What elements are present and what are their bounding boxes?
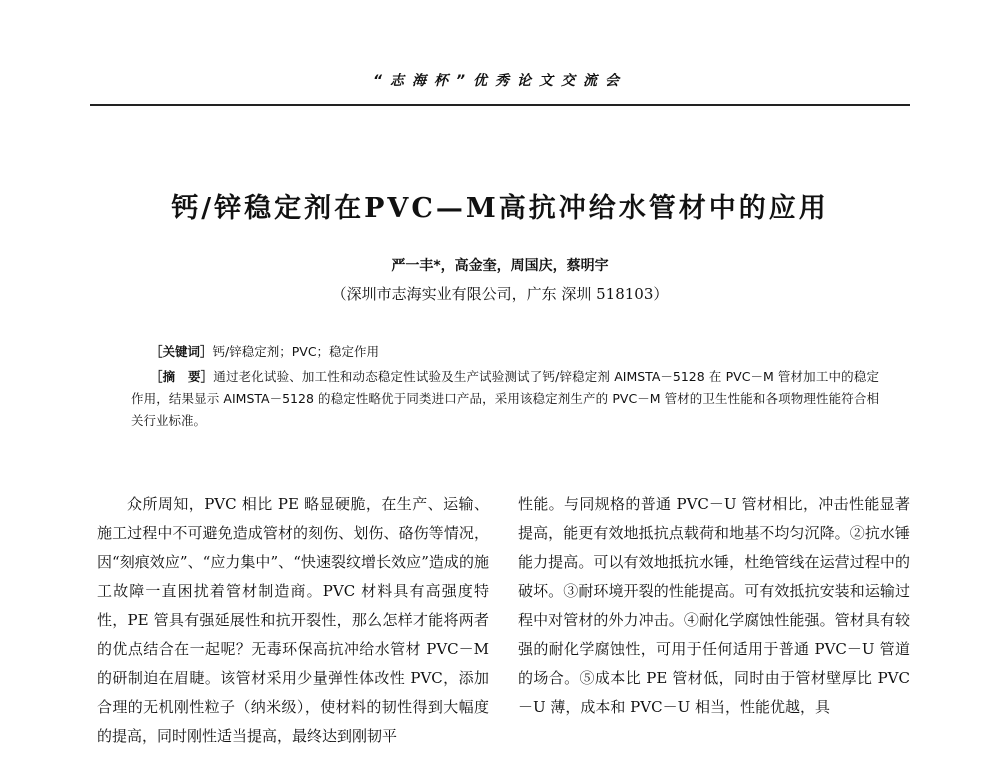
keywords-block [150, 342, 910, 362]
keywords-text: 钙/锌稳定剂；PVC；稳定作用 [212, 344, 380, 359]
body-paragraph-left: 众所周知，PVC 相比 PE 略显硬脆，在生产、运输、施工过程中不可避免造成管材的刻伤、划伤、硌伤等情况，因“刻痕效应”、“应力集中”、“快速裂纹增长效应”造成的施工故障一直困扰着管材制造商。PVC 材料具有高强度特性，PE 管具有强延展性和抗开裂性，那么怎样才能将两者的优点结合在一起呢？无毒环保高抗冲给水管材 PVC－M 的研制迫在眉睫。该管材采用少量弹性体改性 PVC，添加合理的无机刚性粒子（纳米级），使材料的韧性得到大幅度的提高，同时刚性适当提高，最终达到刚韧平 [97, 495, 489, 745]
body-right-column [518, 490, 910, 760]
paper-authors: 严一丰*，高金奎，周国庆，蔡明宇 [391, 258, 609, 274]
abstract-label: ［摘 要］ [150, 369, 214, 384]
paper-title: 钙/锌稳定剂在PVC—M高抗冲给水管材中的应用 [171, 193, 829, 224]
header-rule [90, 104, 910, 106]
abstract-block [131, 366, 879, 432]
body-left-column [97, 490, 489, 760]
paper-affiliation: （深圳市志海实业有限公司，广东 深圳 518103） [331, 285, 669, 303]
running-header: “志海杯”优秀论文交流会 [372, 73, 628, 89]
body-paragraph-right: 性能。与同规格的普通 PVC－U 管材相比，冲击性能显著提高，能更有效地抵抗点载荷和地基不均匀沉降。②抗水锤能力提高。可以有效地抵抗水锤，杜绝管线在运营过程中的破坏。③耐环境开裂的性能提高。可有效抵抗安装和运输过程中对管材的外力冲击。④耐化学腐蚀性能强。管材具有较强的耐化学腐蚀性，可用于任何适用于普通 PVC－U 管道的场合。⑤成本比 PE 管材低，同时由于管材壁厚比 PVC－U 薄，成本和 PVC－U 相当，性能优越，具 [518, 495, 910, 716]
keywords-label: ［关键词］ [150, 344, 213, 359]
abstract-text: 通过老化试验、加工性和动态稳定性试验及生产试验测试了钙/锌稳定剂 AIMSTA－5128 在 PVC－M 管材加工中的稳定作用，结果显示 AIMSTA－5128 的稳定性略优于同类进口产品，采用该稳定剂生产的 PVC－M 管材的卫生性能和各项物理性能符合相关行业标准。 [131, 369, 879, 428]
